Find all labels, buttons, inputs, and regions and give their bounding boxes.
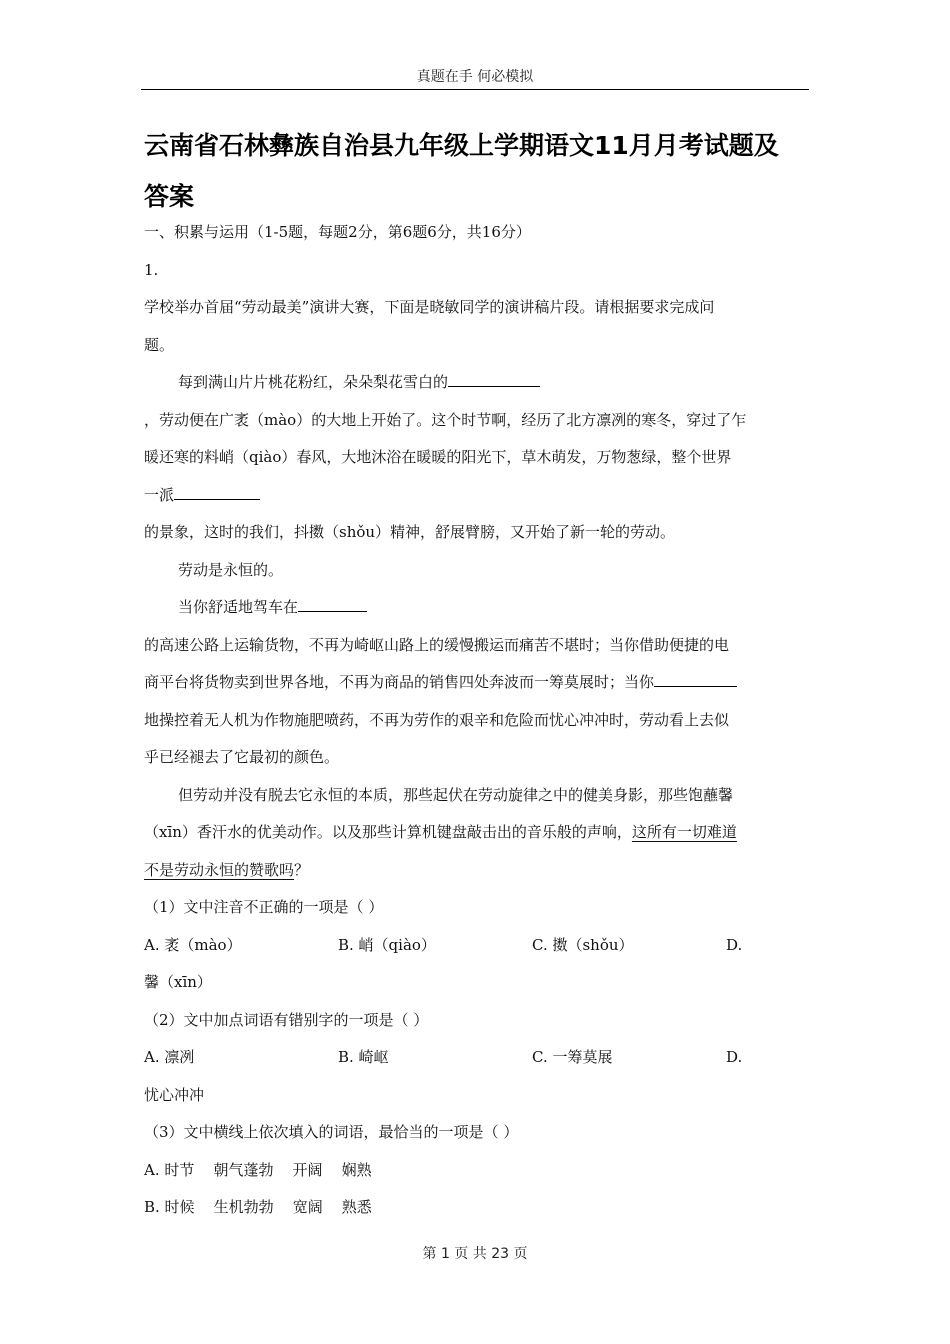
page-header: 真题在手 何必模拟 [416,69,534,85]
passage-text: 每到满山片片桃花粉红，朵朵梨花雪白的 [178,373,449,391]
passage-line: 的高速公路上运输货物，不再为崎岖山路上的缓慢搬运而痛苦不堪时；当你借助便捷的电 [144,635,730,654]
sub-question-stem: （2）文中加点词语有错别字的一项是（ ） [144,1010,429,1029]
passage-line: 劳动是永恒的。 [178,560,284,579]
question-number: 1. [144,260,159,279]
option-a: A. 袤（mào） [144,935,242,954]
option-row [144,1039,814,1077]
passage-line: 乎已经褪去了它最初的颜色。 [144,748,340,766]
header-rule [141,89,809,90]
passage-line: 地操控着无人机为作物施肥喷药，不再为劳作的艰辛和危险而忧心冲冲时，劳动看上去似 [144,710,730,729]
option-d: D. [726,935,743,954]
option-b: B. 时候 生机勃勃 宽阔 熟悉 [144,1198,372,1216]
passage-line [144,852,814,890]
document-body [144,214,814,1227]
section-heading: 一、积累与运用（1-5题，每题2分，第6题6分，共16分） [144,223,531,241]
document-title [144,120,814,222]
option-d-continued: 馨（xīn） [144,973,212,991]
passage-line: 但劳动并没有脱去它永恒的本质，那些起伏在劳动旋律之中的健美身影，那些饱蘸馨 [178,785,734,804]
question-intro-line: 学校举办首届“劳动最美”演讲大赛，下面是晓敏同学的演讲稿片段。请根据要求完成问 [144,298,715,316]
fill-blank [174,482,260,500]
option-c: C. 一筹莫展 [532,1048,613,1066]
passage-line: 的景象，这时的我们，抖擞（shǒu）精神，舒展臂膀，又开始了新一轮的劳动。 [144,523,676,541]
fill-blank [298,594,367,612]
option-a: A. 凛冽 [144,1048,195,1066]
passage-text: 商平台将货物卖到世界各地，不再为商品的销售四处奔波而一筹莫展时；当你 [144,673,655,691]
page-footer: 第 1 页 共 23 页 [422,1246,528,1262]
passage-line: 暖还寒的料峭（qiào）春风，大地沐浴在暖暖的阳光下，草木萌发，万物葱绿，整个世界 [144,448,732,466]
sub-question-stem: （3）文中横线上依次填入的词语，最恰当的一项是（ ） [144,1123,519,1141]
option-a: A. 时节 朝气蓬勃 开阔 娴熟 [144,1160,372,1179]
passage-text: 一派 [144,485,175,504]
question-intro-line: 题。 [144,335,175,354]
passage-line [144,664,814,702]
passage-text: ？ [294,860,310,879]
option-c: C. 擞（shǒu） [532,935,634,954]
option-row [144,927,814,965]
title-line-2: 答案 [144,182,195,211]
title-line-1: 云南省石林彝族自治县九年级上学期语文11月月考试题及 [144,131,779,160]
fill-blank [654,669,737,687]
passage-line: ，劳动便在广袤（mào）的大地上开始了。这个时节啊，经历了北方凛冽的寒冬，穿过了乍 [144,410,747,429]
passage-line [144,477,814,515]
passage-line [144,814,814,852]
underlined-sentence: 这所有一切难道 [631,823,737,841]
option-b: B. 崎岖 [338,1048,389,1066]
option-b: B. 峭（qiào） [338,935,436,954]
passage-line [144,589,814,627]
underlined-sentence: 不是劳动永恒的赞歌吗 [144,860,295,879]
fill-blank [448,369,540,387]
option-d: D. [726,1048,743,1066]
passage-text: 当你舒适地驾车在 [178,598,299,616]
passage-text: （xīn）香汗水的优美动作。以及那些计算机键盘敲击出的音乐般的声响， [144,823,632,841]
option-d-continued: 忧心冲冲 [144,1085,205,1104]
sub-question-stem: （1）文中注音不正确的一项是（ ） [144,898,384,916]
passage-line [144,364,814,402]
